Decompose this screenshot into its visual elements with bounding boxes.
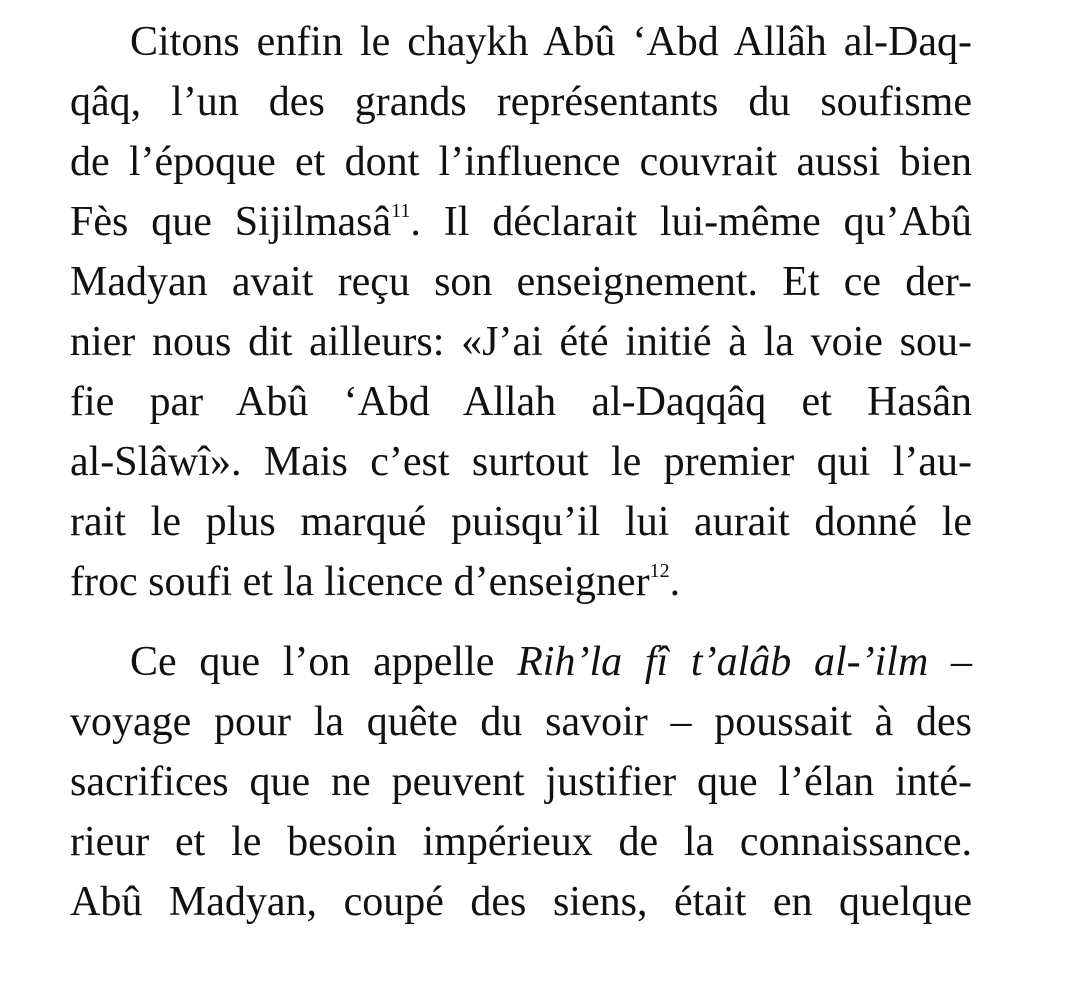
text-segment: . xyxy=(669,559,681,605)
text-line: Abû Madyan, coupé des siens, était en quelque xyxy=(70,879,972,925)
text-line: rait le plus marqué puisqu’il lui aurait donné le xyxy=(70,499,972,545)
text-segment: . Il déclarait lui-même qu’Abû xyxy=(410,199,972,245)
text-line xyxy=(70,192,972,252)
text-line xyxy=(70,552,972,612)
text-segment: – xyxy=(928,639,973,685)
text-line: fie par Abû ‘Abd Allah al-Daqqâq et Hasân xyxy=(70,379,972,425)
text-line xyxy=(130,632,972,692)
text-line: sacrifices que ne peuvent justifier que l’élan inté- xyxy=(70,759,972,805)
text-line: Citons enfin le chaykh Abû ‘Abd Allâh al-Daq- xyxy=(130,19,972,65)
text-line: rieur et le besoin impérieux de la connaissance. xyxy=(70,819,972,865)
text-line: qâq, l’un des grands représentants du soufisme xyxy=(70,79,972,125)
footnote-marker: 12 xyxy=(649,560,670,582)
italic-title: Rih’la fî t’alâb al-’ilm xyxy=(517,639,929,685)
text-segment: Ce que l’on appelle xyxy=(130,639,518,685)
text-line: al-Slâwî». Mais c’est surtout le premier qui l’au- xyxy=(70,439,972,485)
text-line: Madyan avait reçu son enseignement. Et ce der- xyxy=(70,259,972,305)
text-segment: froc soufi et la licence d’enseigner xyxy=(70,559,650,605)
text-line: nier nous dit ailleurs: «J’ai été initié à la voie sou- xyxy=(70,319,972,365)
text-line: voyage pour la quête du savoir – poussait à des xyxy=(70,699,972,745)
footnote-marker: 11 xyxy=(391,200,411,222)
text-line: de l’époque et dont l’influence couvrait aussi bien xyxy=(70,139,972,185)
text-segment: Fès que Sijilmasâ xyxy=(70,199,392,245)
